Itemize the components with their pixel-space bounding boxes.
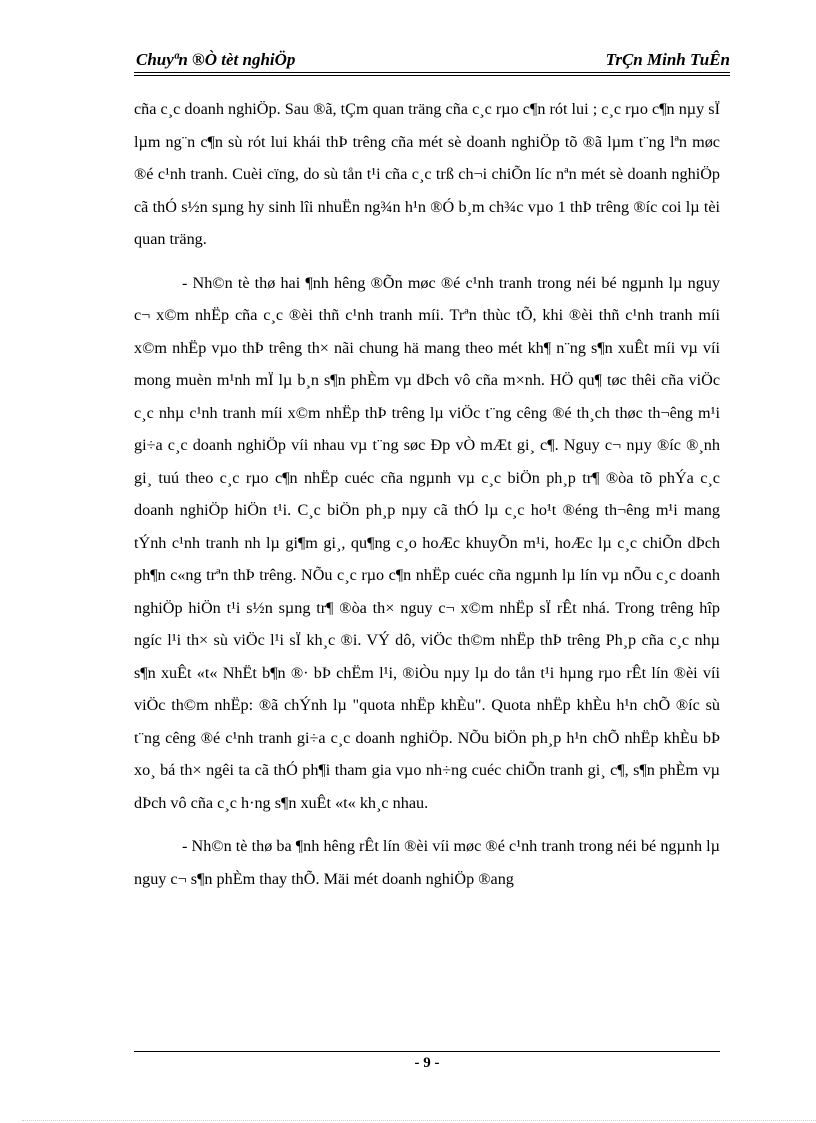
paragraph-second-factor: - Nh©n tè thø hai ¶nh hêng ®Õn møc ®é c¹nh tranh trong néi bé ngµnh lµ nguy c¬ x©m nhËp cña c¸c ®èi thñ c¹nh tranh míi. Trªn thùc tÕ, khi ®èi thñ c¹nh tranh míi x©m nhËp vµo thÞ trêng th× nãi chung hä mang theo mét kh¶ n¨ng s¶n xuÊt míi vµ víi mong muèn m¹nh mÏ lµ b¸n s¶n phÈm vµ dÞch vô cña m×nh. HÖ qu¶ tøc thêi cña viÖc c¸c nhµ c¹nh tranh míi x©m nhËp thÞ trêng lµ viÖc t¨ng cêng ®é th¸ch thøc th¬êng m¹i gi÷a c¸c doanh nghiÖp víi nhau vµ t¨ng søc Ðp vÒ mÆt gi¸ c¶. Nguy c¬ nµy ®íc ®¸nh gi¸ tuú theo c¸c rµo c¶n nhËp cuéc cña ngµnh vµ c¸c biÖn ph¸p tr¶ ®òa tõ phÝa c¸c doanh nghiÖp hiÖn t¹i. C¸c biÖn ph¸p nµy cã thÓ lµ c¸c ho¹t ®éng th¬êng m¹i mang tÝnh c¹nh tranh nh lµ gi¶m gi¸, qu¶ng c¸o hoÆc khuyÕn m¹i, hoÆc lµ c¸c chiÕn dÞch ph¶n c«ng trªn thÞ trêng. NÕu c¸c rµo c¶n nhËp cuéc cña ngµnh lµ lín vµ nÕu c¸c doanh nghiÖp hiÖn t¹i s½n sµng tr¶ ®òa th× nguy c¬ x©m nhËp sÏ rÊt nhá. Trong trêng hîp ngíc l¹i th× sù viÖc l¹i sÏ kh¸c ®i. VÝ dô, viÖc th©m nhËp thÞ trêng Ph¸p cña c¸c nhµ s¶n xuÊt «t« NhËt b¶n ®· bÞ chËm l¹i, ®iÒu nµy lµ do tån t¹i hµng rµo rÊt lín ®èi víi viÖc th©m nhËp: ®ã chÝnh lµ "quota nhËp khÈu". Quota nhËp khÈu h¹n chÕ ®íc sù t¨ng cêng ®é c¹nh tranh gi÷a c¸c doanh nghiÖp. NÕu biÖn ph¸p h¹n chÕ nhËp khÈu bÞ xo¸ bá th× ngêi ta cã thÓ ph¶i tham gia vµo nh÷ng cuéc chiÕn tranh gi¸ c¶, s¶n phÈm vµ dÞch vô cña c¸c h·ng s¶n xuÊt «t« kh¸c nhau.	[134, 273, 720, 812]
page-edge-dotted-line	[22, 1120, 816, 1121]
paragraph-continuation: cña c¸c doanh nghiÖp. Sau ®ã, tÇm quan träng cña c¸c rµo c¶n rót lui ; c¸c rµo c¶n nµy sÏ lµm ng¨n c¶n sù rót lui khái thÞ trêng cña mét sè doanh nghiÖp tõ ®ã lµm t¨ng lªn møc ®é c¹nh tranh. Cuèi cïng, do sù tån t¹i cña c¸c trß ch¬i chiÕn líc nªn mét sè doanh nghiÖp cã thÓ s½n sµng hy sinh lîi nhuËn ng¾n h¹n ®Ó b¸m ch¾c vµo 1 thÞ trêng ®íc coi lµ tèi quan träng.	[134, 100, 720, 248]
header-author: TrÇn Minh TuÊn	[605, 50, 730, 69]
body-text	[134, 93, 720, 906]
footer-rule	[134, 1051, 720, 1052]
page-number: - 9 -	[414, 1055, 440, 1071]
header-title: Chuyªn ®Ò tèt nghiÖp	[136, 50, 296, 69]
header-rule-thin	[134, 75, 730, 76]
header-rule	[134, 72, 730, 73]
page-header	[134, 46, 730, 72]
paragraph-third-factor: - Nh©n tè thø ba ¶nh hêng rÊt lín ®èi víi møc ®é c¹nh tranh trong néi bé ngµnh lµ nguy c¬ s¶n phÈm thay thÕ. Mäi mét doanh nghiÖp ®ang	[134, 837, 720, 888]
